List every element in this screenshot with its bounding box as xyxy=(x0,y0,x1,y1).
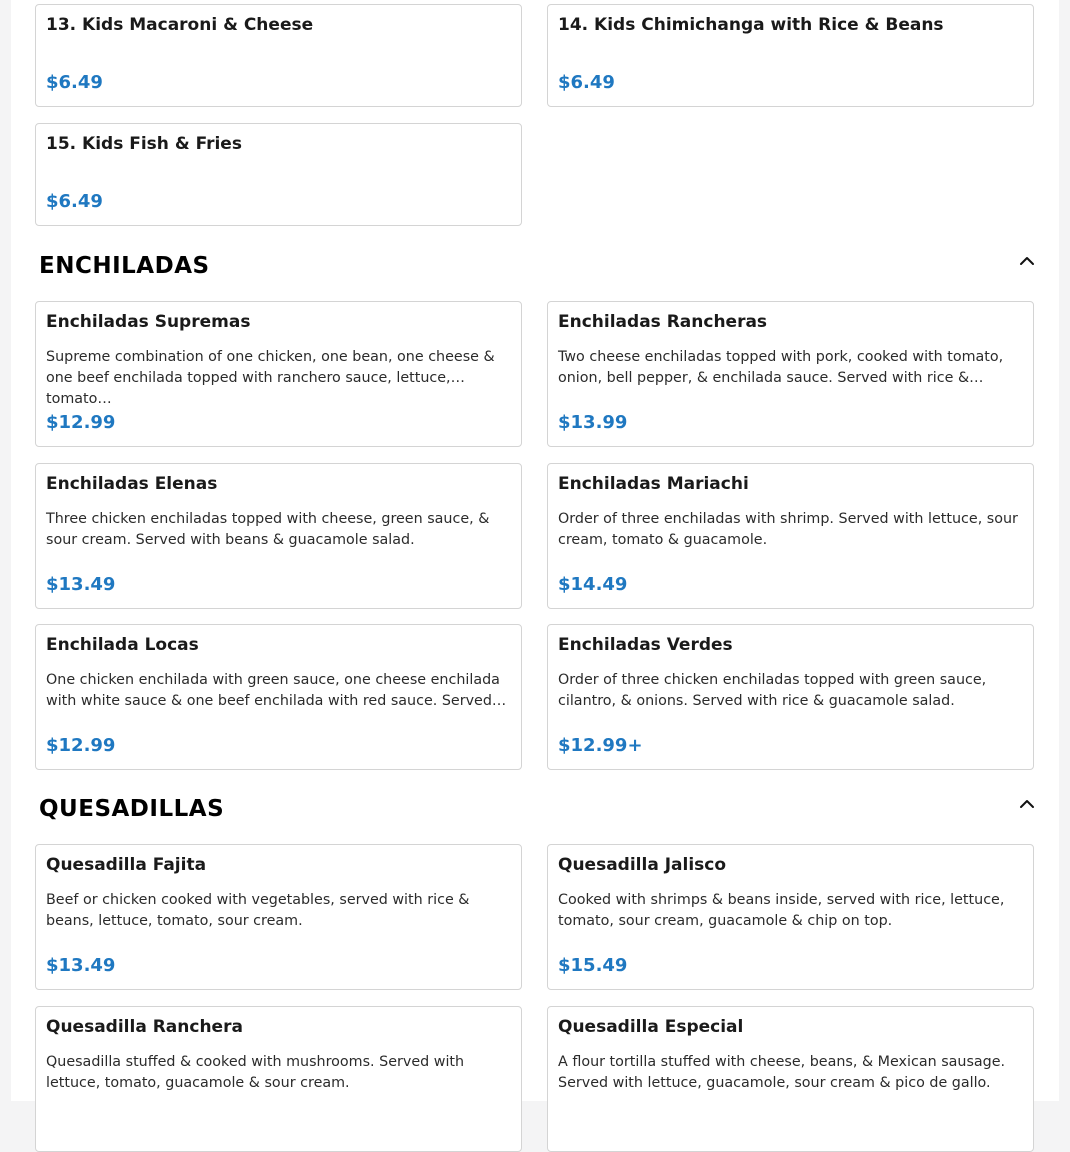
menu-item-name: Quesadilla Especial xyxy=(558,1017,744,1037)
section-header-quesadillas xyxy=(39,796,1039,826)
menu-item-card[interactable] xyxy=(35,844,522,990)
section-title: ENCHILADAS xyxy=(39,253,210,279)
menu-item-description: Beef or chicken cooked with vegetables, served with rice & beans, lettuce, tomato, sour cream. xyxy=(46,892,470,929)
menu-page xyxy=(11,0,1059,1101)
menu-item-card[interactable] xyxy=(35,624,522,770)
menu-item-card[interactable] xyxy=(547,1006,1034,1152)
menu-item-description: Cooked with shrimps & beans inside, served with rice, lettuce, tomato, sour cream, guacamole & chip on top. xyxy=(558,892,1005,929)
menu-item-price: $15.49 xyxy=(558,955,628,976)
menu-item-description: Supreme combination of one chicken, one bean, one cheese & one beef enchilada topped with ranchero sauce, lettuce, tomato… xyxy=(46,349,495,407)
menu-item-card[interactable] xyxy=(35,301,522,447)
chevron-up-icon[interactable] xyxy=(1015,249,1039,273)
menu-item-name: 14. Kids Chimichanga with Rice & Beans xyxy=(558,15,944,35)
menu-item-card[interactable] xyxy=(547,4,1034,107)
menu-item-card[interactable] xyxy=(547,301,1034,447)
menu-item-name: Enchiladas Verdes xyxy=(558,635,733,655)
menu-item-description: Three chicken enchiladas topped with cheese, green sauce, & sour cream. Served with beans & guacamole salad. xyxy=(46,511,490,548)
menu-item-name: Quesadilla Jalisco xyxy=(558,855,727,875)
menu-item-description: One chicken enchilada with green sauce, one cheese enchilada with white sauce & one beef enchilada with red sauce. Served… xyxy=(46,672,507,709)
menu-item-price: $13.49 xyxy=(46,955,116,976)
menu-item-price: $13.49 xyxy=(46,574,116,595)
menu-item-name: Enchiladas Mariachi xyxy=(558,474,749,494)
menu-item-name: 13. Kids Macaroni & Cheese xyxy=(46,15,314,35)
menu-item-name: Enchiladas Elenas xyxy=(46,474,218,494)
menu-item-name: Enchilada Locas xyxy=(46,635,199,655)
menu-item-card[interactable] xyxy=(35,4,522,107)
menu-item-card[interactable] xyxy=(547,463,1034,609)
section-title: QUESADILLAS xyxy=(39,796,225,822)
menu-item-name: Quesadilla Ranchera xyxy=(46,1017,243,1037)
menu-item-description: Quesadilla stuffed & cooked with mushrooms. Served with lettuce, tomato, guacamole & sour cream. xyxy=(46,1054,465,1091)
menu-item-price: $6.49 xyxy=(46,72,103,93)
menu-item-name: Enchiladas Rancheras xyxy=(558,312,768,332)
section-header-enchiladas xyxy=(39,253,1039,283)
menu-item-name: Enchiladas Supremas xyxy=(46,312,251,332)
menu-item-description: A flour tortilla stuffed with cheese, beans, & Mexican sausage. Served with lettuce, guacamole, sour cream & pico de gallo. xyxy=(558,1054,1006,1091)
menu-item-card[interactable] xyxy=(35,1006,522,1152)
menu-item-card[interactable] xyxy=(547,844,1034,990)
menu-item-card[interactable] xyxy=(35,463,522,609)
menu-item-card[interactable] xyxy=(35,123,522,226)
menu-item-price: $6.49 xyxy=(46,191,103,212)
menu-item-price: $14.49 xyxy=(558,574,628,595)
menu-item-name: Quesadilla Fajita xyxy=(46,855,207,875)
menu-item-description: Order of three chicken enchiladas topped with green sauce, cilantro, & onions. Served with rice & guacamole salad. xyxy=(558,672,987,709)
menu-item-name: 15. Kids Fish & Fries xyxy=(46,134,242,154)
menu-item-price: $6.49 xyxy=(558,72,615,93)
menu-item-description: Order of three enchiladas with shrimp. Served with lettuce, sour cream, tomato & guacamole. xyxy=(558,511,1018,548)
menu-item-price: $12.99 xyxy=(46,412,116,433)
menu-item-card[interactable] xyxy=(547,624,1034,770)
menu-item-description: Two cheese enchiladas topped with pork, cooked with tomato, onion, bell pepper, & enchilada sauce. Served with rice &… xyxy=(558,349,1004,386)
menu-item-price: $12.99+ xyxy=(558,735,643,756)
menu-item-price: $13.99 xyxy=(558,412,628,433)
menu-item-price: $12.99 xyxy=(46,735,116,756)
chevron-up-icon[interactable] xyxy=(1015,792,1039,816)
